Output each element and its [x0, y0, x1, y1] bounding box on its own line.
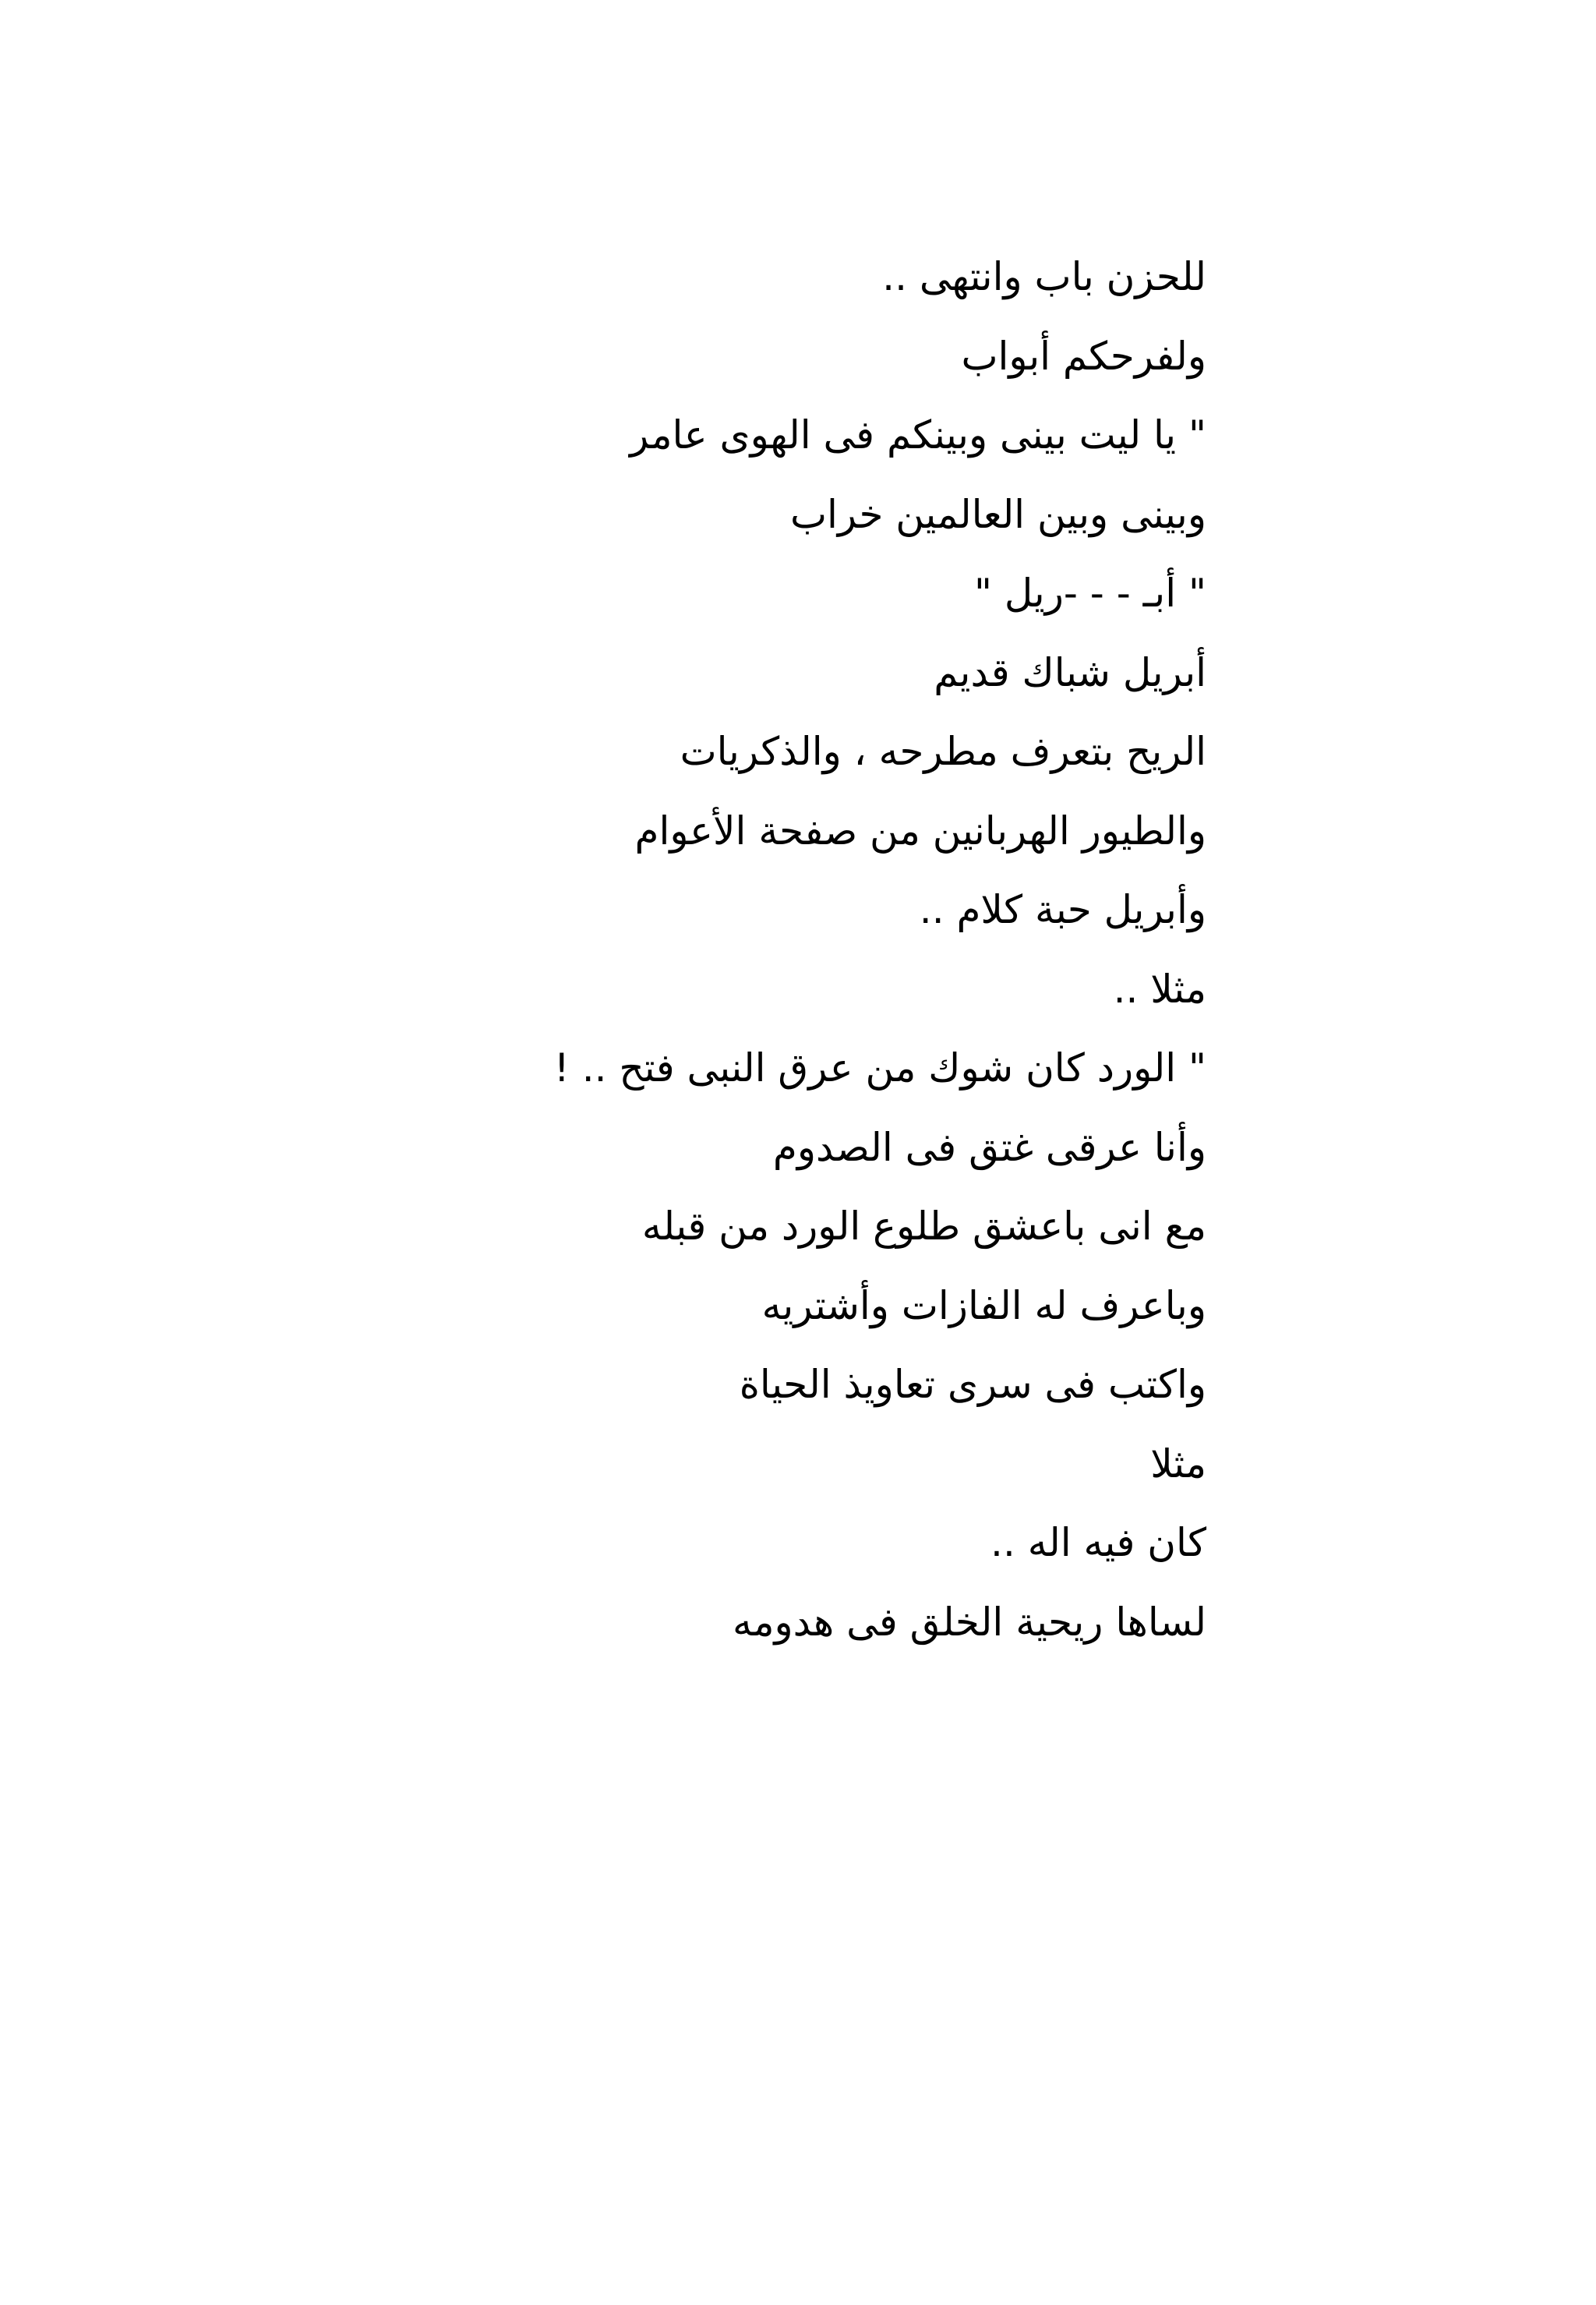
poem-line: " أبـ - - -ريل " — [974, 571, 1206, 616]
poem-line: مثلا .. — [1113, 966, 1206, 1012]
poem-line: واكتب فى سرى تعاويذ الحياة — [739, 1362, 1206, 1407]
poem-line: " يا ليت بينى وبينكم فى الهوى عامر — [630, 412, 1206, 458]
poem-line: مثلا — [1150, 1441, 1206, 1487]
poem-line: الريح بتعرف مطرحه ، والذكريات — [680, 729, 1206, 774]
poem-line: كان فيه اله .. — [990, 1520, 1206, 1565]
poem-line: لساها ريحية الخلق فى هدومه — [732, 1599, 1206, 1645]
poem-line: وأنا عرقى غتق فى الصدوم — [772, 1124, 1206, 1170]
poem-line: للحزن باب وانتهى .. — [882, 254, 1206, 299]
poem-line: أبريل شباك قديم — [934, 649, 1206, 695]
poem-line: ولفرحكم أبواب — [961, 333, 1206, 379]
poem-line: وباعرف له الفازات وأشتريه — [761, 1282, 1206, 1328]
poem-text-block — [271, 238, 1206, 1662]
poem-line: وبينى وبين العالمين خراب — [789, 491, 1206, 537]
poem-line: " الورد كان شوك من عرق النبى فتح .. ! — [553, 1045, 1206, 1091]
poem-line: مع انى باعشق طلوع الورد من قبله — [641, 1204, 1206, 1249]
poem-line: وأبريل حبة كلام .. — [919, 887, 1206, 932]
poem-line: والطيور الهربانين من صفحة الأعوام — [634, 808, 1206, 854]
